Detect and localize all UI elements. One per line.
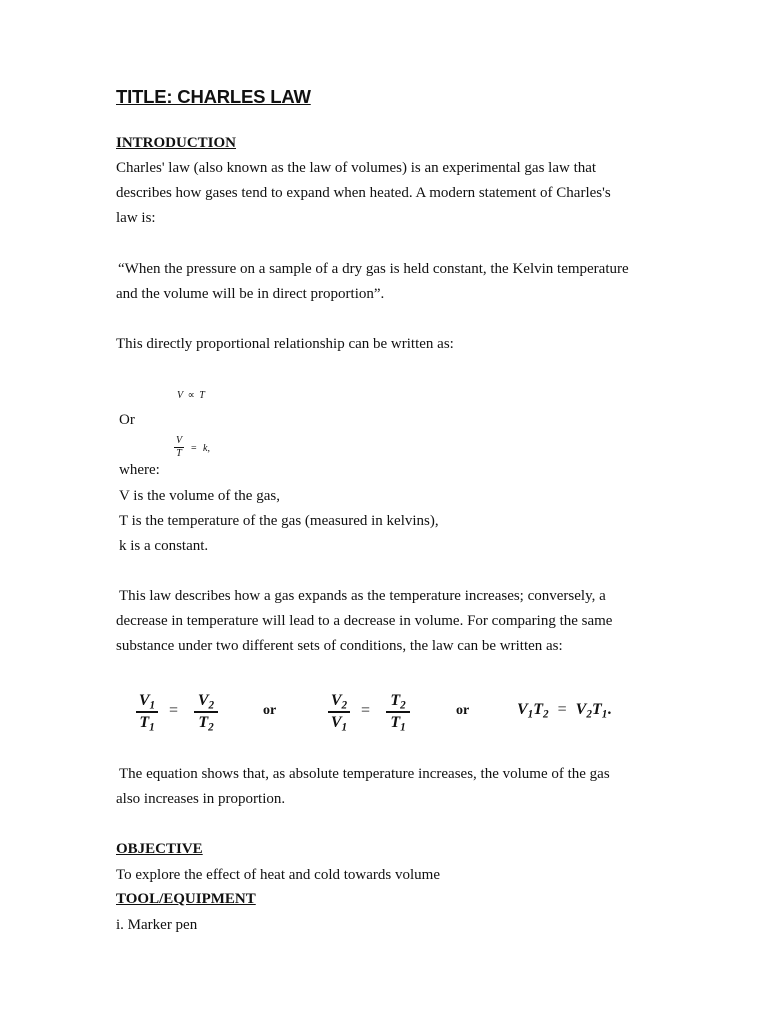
equation-row <box>0 688 768 738</box>
eq2-left-numerator-sub: 2 <box>341 699 348 712</box>
document-title: TITLE: CHARLES LAW <box>116 86 311 107</box>
eq2-right-numerator: T <box>390 692 401 709</box>
definition-volume: V is the volume of the gas, <box>119 488 280 504</box>
eq1-left-denominator: T <box>139 713 150 731</box>
eq3-product-equation: $V_1T_2 = V_2T_1$. <box>517 701 612 721</box>
eq2-left-denominator-sub: 1 <box>341 720 348 733</box>
quote-line-1: “When the pressure on a sample of a dry gas is held constant, the Kelvin temperature <box>118 261 629 277</box>
formula1-lhs: V <box>177 390 184 401</box>
eq1-right-numerator-sub: 2 <box>208 699 215 712</box>
formula2-rhs: k, <box>203 443 210 454</box>
eq3-term-d-sub: 1 <box>601 708 608 721</box>
eq1-right-fraction <box>194 693 218 731</box>
or-separator-1: or <box>263 703 277 718</box>
law-line-1: This law describes how a gas expands as the temperature increases; conversely, a <box>119 588 606 604</box>
quote-line-2: and the volume will be in direct proportion”. <box>116 286 385 302</box>
equation-line-2: also increases in proportion. <box>116 791 286 807</box>
eq1-left-denominator-sub: 1 <box>149 720 155 733</box>
intro-line-3: law is: <box>116 210 156 226</box>
definition-constant: k is a constant. <box>119 538 209 554</box>
equation-line-1: The equation shows that, as absolute temperature increases, the volume of the gas <box>119 766 610 782</box>
eq1-left-numerator-sub: 1 <box>149 699 156 712</box>
eq3-term-c: V <box>575 701 587 718</box>
formula2-numerator: V <box>175 435 183 446</box>
tool-item-1: i. Marker pen <box>116 917 198 933</box>
formula1-operator: ∝ <box>187 390 195 401</box>
formula2-equals: = <box>191 443 197 454</box>
relation-intro: This directly proportional relationship can be written as: <box>116 336 454 352</box>
formula-proportional <box>177 390 205 402</box>
objective-text: To explore the effect of heat and cold towards volume <box>116 867 440 883</box>
or-separator-2: or <box>456 703 470 718</box>
eq2-left-fraction <box>328 693 350 731</box>
eq1-equals: = <box>169 702 179 719</box>
intro-line-2: describes how gases tend to expand when heated. A modern statement of Charles's <box>116 185 611 201</box>
formula-ratio <box>174 436 234 462</box>
eq2-right-numerator-sub: 2 <box>400 699 406 712</box>
eq1-left-numerator: V <box>138 692 150 709</box>
definition-temperature: T is the temperature of the gas (measured in kelvins), <box>119 513 439 529</box>
intro-line-1: Charles' law (also known as the law of volumes) is an experimental gas law that <box>116 160 597 176</box>
formula1-rhs: T <box>199 390 205 401</box>
eq3-term-c-sub: 2 <box>586 708 592 721</box>
law-line-3: substance under two different sets of conditions, the law can be written as: <box>116 638 563 654</box>
objective-heading: OBJECTIVE <box>116 841 203 857</box>
formula2-fraction <box>174 436 184 459</box>
eq2-equals: = <box>361 702 371 719</box>
eq3-term-d: T <box>591 701 602 718</box>
tools-heading: TOOL/EQUIPMENT <box>116 891 256 907</box>
eq3-equals: = <box>557 701 567 718</box>
eq3-term-b-sub: 2 <box>543 708 549 721</box>
eq3-term-a-sub: 1 <box>527 708 534 721</box>
eq2-right-fraction <box>386 693 410 731</box>
where-label: where: <box>119 462 160 478</box>
eq1-right-denominator: T <box>198 713 209 731</box>
eq2-right-denominator: T <box>390 713 401 731</box>
or-label: Or <box>119 412 135 428</box>
introduction-heading: INTRODUCTION <box>116 135 237 151</box>
eq2-right-denominator-sub: 1 <box>400 720 406 733</box>
eq2-left-denominator: V <box>330 713 342 731</box>
formula2-denominator: T <box>176 448 182 459</box>
eq1-right-numerator: V <box>197 692 209 709</box>
eq1-left-fraction <box>136 693 158 731</box>
eq2-left-numerator: V <box>330 692 342 709</box>
eq1-right-denominator-sub: 2 <box>208 720 214 733</box>
law-line-2: decrease in temperature will lead to a decrease in volume. For comparing the same <box>116 613 613 629</box>
eq3-term-a: V <box>517 701 528 718</box>
eq3-term-b: T <box>533 701 544 718</box>
